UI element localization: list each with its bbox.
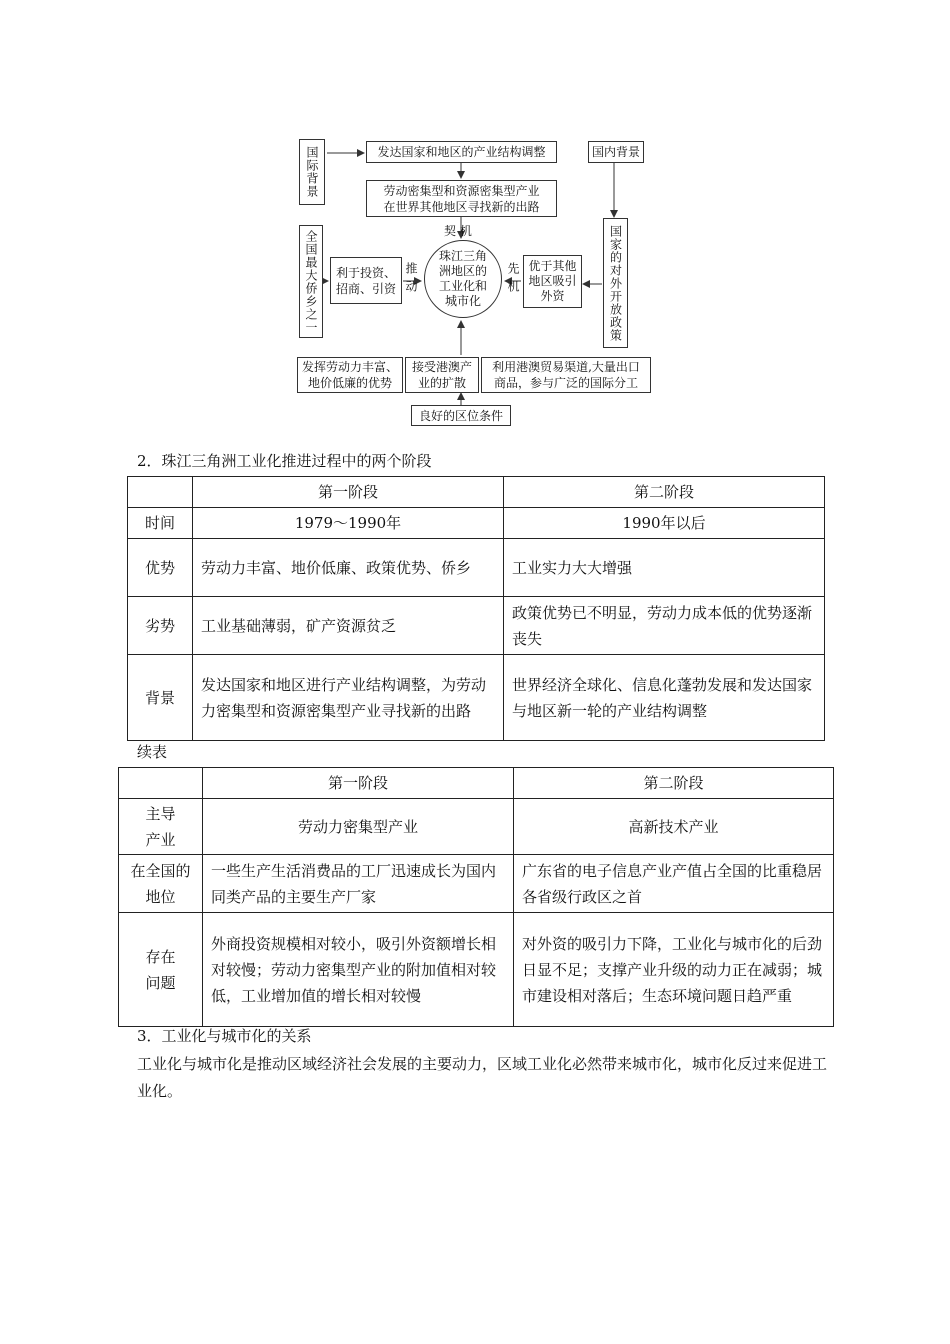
section2-heading: 2．珠江三角洲工业化推进过程中的两个阶段 bbox=[137, 452, 432, 470]
table-cell: 广东省的电子信息产业产值占全国的比重稳居各省级行政区之首 bbox=[514, 855, 834, 913]
labor-advantage-box bbox=[297, 357, 403, 393]
table-header-row bbox=[128, 477, 825, 508]
dev-adjust-box bbox=[366, 141, 557, 163]
table-row bbox=[119, 913, 834, 1027]
row-label-cell: 劣势 bbox=[128, 597, 193, 655]
labor-advantage-line2: 地价低廉的优势 bbox=[307, 376, 392, 390]
row-label-cell: 背景 bbox=[128, 655, 193, 741]
section3-heading: 3．工业化与城市化的关系 bbox=[137, 1027, 312, 1045]
section3-paragraph: 工业化与城市化是推动区域经济社会发展的主要动力，区域工业化必然带来城市化，城市化反过来促进工业化。 bbox=[137, 1055, 828, 1100]
center-line4: 城市化 bbox=[444, 294, 481, 308]
table-cell: 发达国家和地区进行产业结构调整，为劳动力密集型和资源密集型产业寻找新的出路 bbox=[193, 655, 504, 741]
table-header-row bbox=[119, 768, 834, 799]
table-cell: 1990年以后 bbox=[504, 508, 825, 539]
dev-adjust-text: 发达国家和地区的产业结构调整 bbox=[377, 145, 546, 159]
hk-transfer-line2: 业的扩散 bbox=[417, 376, 466, 390]
row-label-cell: 存在问题 bbox=[119, 913, 203, 1027]
location-box bbox=[411, 405, 511, 426]
hk-transfer-box bbox=[405, 357, 479, 393]
table-cell: 政策优势已不明显，劳动力成本低的优势逐渐丧失 bbox=[504, 597, 825, 655]
center-line2: 洲地区的 bbox=[438, 264, 487, 278]
domestic-background-box bbox=[588, 141, 644, 163]
table-cell: 1979～1990年 bbox=[193, 508, 504, 539]
center-circle bbox=[424, 240, 502, 318]
table-header-cell: 第一阶段 bbox=[193, 477, 504, 508]
table-cell: 工业实力大大增强 bbox=[504, 539, 825, 597]
attract-line2: 地区吸引 bbox=[528, 274, 577, 288]
row-label-cell: 优势 bbox=[128, 539, 193, 597]
row-label-cell: 时间 bbox=[128, 508, 193, 539]
table-row bbox=[128, 508, 825, 539]
table-cell bbox=[128, 477, 193, 508]
labor-intensive-box bbox=[366, 180, 557, 217]
invest-box bbox=[330, 257, 402, 304]
table-cell: 劳动力丰富、地价低廉、政策优势、侨乡 bbox=[193, 539, 504, 597]
stage-table-2 bbox=[118, 767, 834, 1027]
table-cell: 对外资的吸引力下降，工业化与城市化的后劲日显不足；支撑产业升级的动力正在减弱；城市建设相对落后；生态环境问题日趋严重 bbox=[514, 913, 834, 1027]
row-label-cell: 主导产业 bbox=[119, 799, 203, 855]
overseas-chinese-box bbox=[299, 225, 323, 338]
table-header-cell: 第二阶段 bbox=[514, 768, 834, 799]
table-row bbox=[128, 539, 825, 597]
trade-line1: 利用港澳贸易渠道,大量出口 bbox=[492, 360, 640, 374]
table-row bbox=[119, 855, 834, 913]
table-cell: 世界经济全球化、信息化蓬勃发展和发达国家与地区新一轮的产业结构调整 bbox=[504, 655, 825, 741]
opportunity-label: 契 机 bbox=[444, 224, 472, 238]
attract-foreign-box bbox=[523, 255, 582, 308]
table-cell: 工业基础薄弱，矿产资源贫乏 bbox=[193, 597, 504, 655]
attract-line3: 外资 bbox=[540, 289, 565, 303]
center-text bbox=[439, 249, 487, 309]
open-policy-box bbox=[603, 218, 628, 348]
table-row bbox=[119, 799, 834, 855]
stage-table-1 bbox=[127, 476, 825, 741]
promote-label: 推动 bbox=[404, 262, 418, 298]
table-cell: 劳动力密集型产业 bbox=[203, 799, 514, 855]
row-label-cell: 在全国的地位 bbox=[119, 855, 203, 913]
trade-line2: 商品，参与广泛的国际分工 bbox=[493, 376, 638, 390]
flow-diagram bbox=[0, 0, 950, 440]
table-cell: 高新技术产业 bbox=[514, 799, 834, 855]
table-cell bbox=[119, 768, 203, 799]
labor-intensive-line2: 在世界其他地区寻找新的出路 bbox=[383, 199, 540, 214]
labor-advantage-line1: 发挥劳动力丰富、 bbox=[301, 360, 398, 374]
invest-line1: 利于投资、 bbox=[335, 265, 396, 280]
center-line1: 珠江三角 bbox=[438, 249, 487, 263]
domestic-background-text: 国内背景 bbox=[591, 145, 640, 159]
overseas-chinese-text: 全国最大侨乡之一 bbox=[304, 229, 318, 334]
center-line3: 工业化和 bbox=[438, 279, 487, 293]
intl-background-box bbox=[299, 139, 325, 205]
table-row bbox=[128, 597, 825, 655]
table-header-cell: 第一阶段 bbox=[203, 768, 514, 799]
hk-transfer-line1: 接受港澳产 bbox=[411, 360, 472, 374]
open-policy-text: 国家的对外开放政策 bbox=[608, 224, 623, 342]
table-header-cell: 第二阶段 bbox=[504, 477, 825, 508]
invest-line2: 招商、引资 bbox=[335, 281, 396, 296]
continued-label: 续表 bbox=[137, 743, 168, 761]
table-cell: 外商投资规模相对较小，吸引外资额增长相对较慢；劳动力密集型产业的附加值相对较低，工业增加值的增长相对较慢 bbox=[203, 913, 514, 1027]
attract-line1: 优于其他 bbox=[528, 259, 577, 273]
intl-background-text: 国际背景 bbox=[305, 146, 319, 198]
table-row bbox=[128, 655, 825, 741]
labor-intensive-line1: 劳动密集型和资源密集型产业 bbox=[383, 183, 540, 198]
advantage-label: 先机 bbox=[506, 262, 520, 298]
location-text: 良好的区位条件 bbox=[418, 408, 503, 423]
trade-channel-box bbox=[481, 357, 651, 393]
table-cell: 一些生产生活消费品的工厂迅速成长为国内同类产品的主要生产厂家 bbox=[203, 855, 514, 913]
